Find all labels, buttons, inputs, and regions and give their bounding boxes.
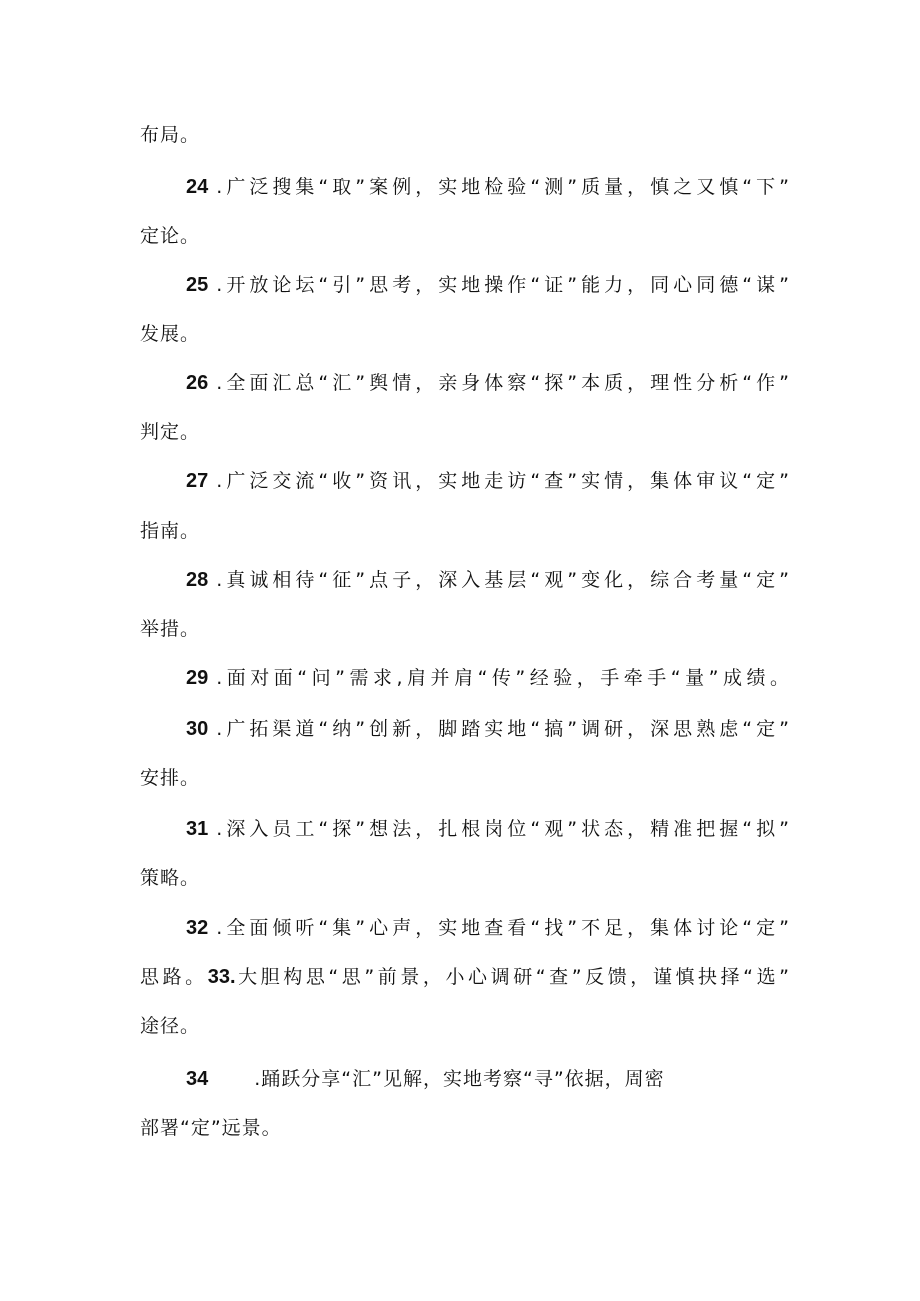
item-text: .开放论坛“引”思考，实地操作“证”能力，同心同德“谋”	[216, 274, 790, 296]
list-item-26	[186, 366, 790, 400]
item-text: .广拓渠道“纳”创新，脚踏实地“搞”调研，深思熟虑“定”	[216, 718, 790, 740]
item-text: .深入员工“探”想法，扎根岗位“观”状态，精准把握“拟”	[216, 818, 790, 840]
item-number: 26	[186, 372, 209, 394]
text-line	[140, 612, 790, 646]
line-text: 途径。	[140, 1015, 201, 1037]
line-text: 部署“定”远景。	[140, 1117, 282, 1139]
line-text: 思路。	[140, 966, 208, 988]
item-number: 33.	[207, 966, 236, 988]
list-item-32	[186, 911, 790, 945]
line-text: 发展。	[140, 323, 201, 345]
item-number: 27	[186, 470, 209, 492]
text-line	[140, 514, 790, 548]
item-text: .广泛交流“收”资讯，实地走访“查”实情，集体审议“定”	[216, 470, 790, 492]
line-text: 判定。	[140, 421, 201, 443]
text-line	[140, 761, 790, 795]
list-item-31	[186, 812, 790, 846]
line-text: 策略。	[140, 867, 201, 889]
line-text: 指南。	[140, 520, 201, 542]
item-text: .全面汇总“汇”舆情，亲身体察“探”本质，理性分析“作”	[216, 372, 790, 394]
text-line	[140, 1009, 790, 1043]
list-item-33	[140, 960, 790, 994]
text-line	[140, 118, 790, 152]
list-item-28	[186, 563, 790, 597]
list-item-29	[186, 661, 790, 695]
item-number: 32	[186, 917, 209, 939]
line-text: 安排。	[140, 767, 201, 789]
list-item-24	[186, 170, 790, 204]
text-line	[140, 415, 790, 449]
list-item-27	[186, 464, 790, 498]
list-item-34	[186, 1062, 766, 1096]
line-text: 定论。	[140, 225, 201, 247]
list-item-25	[186, 268, 790, 302]
text-line	[140, 317, 790, 351]
item-text: .广泛搜集“取”案例，实地检验“测”质量，慎之又慎“下”	[216, 176, 790, 198]
item-text: .真诚相待“征”点子，深入基层“观”变化，综合考量“定”	[216, 569, 790, 591]
item-number: 29	[186, 667, 209, 689]
item-text: .全面倾听“集”心声，实地查看“找”不足，集体讨论“定”	[216, 917, 790, 939]
item-number: 31	[186, 818, 209, 840]
item-number: 25	[186, 274, 209, 296]
item-text: .踊跃分享“汇”见解，实地考察“寻”依据，周密	[254, 1068, 665, 1090]
item-number: 30	[186, 718, 209, 740]
item-number: 28	[186, 569, 209, 591]
item-text: .面对面“问”需求,肩并肩“传”经验，手牵手“量”成绩。	[216, 667, 790, 689]
item-number: 24	[186, 176, 209, 198]
line-text: 布局。	[140, 124, 201, 146]
item-text: 大胆构思“思”前景，小心调研“查”反馈，谨慎抉择“选”	[235, 966, 790, 988]
list-item-30	[186, 712, 790, 746]
item-number: 34	[186, 1068, 209, 1090]
text-line	[140, 861, 790, 895]
line-text: 举措。	[140, 618, 201, 640]
text-line	[140, 219, 790, 253]
text-line	[140, 1111, 790, 1145]
